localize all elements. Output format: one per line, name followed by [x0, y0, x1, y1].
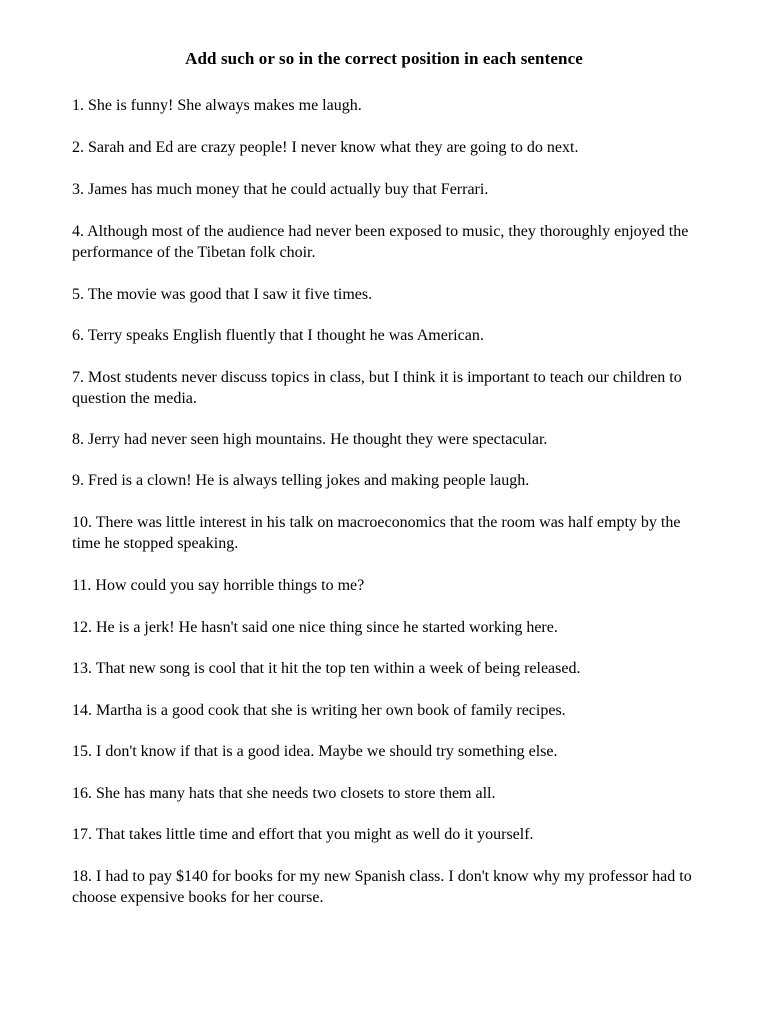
exercise-item-15: 15. I don't know if that is a good idea. Maybe we should try something else.: [72, 743, 558, 760]
exercise-item-18: 18. I had to pay $140 for books for my new Spanish class. I don't know why my professor had to choose expensive books for her course.: [72, 868, 692, 906]
exercise-item-9: 9. Fred is a clown! He is always telling jokes and making people laugh.: [72, 472, 530, 489]
exercise-item-6: 6. Terry speaks English fluently that I thought he was American.: [72, 327, 484, 344]
exercise-item-2: 2. Sarah and Ed are crazy people! I never know what they are going to do next.: [72, 139, 579, 156]
exercise-item-5: 5. The movie was good that I saw it five times.: [72, 286, 373, 303]
exercise-item-4: 4. Although most of the audience had never been exposed to music, they thoroughly enjoyed the performance of the Tibetan folk choir.: [72, 223, 689, 261]
exercise-item-12: 12. He is a jerk! He hasn't said one nice thing since he started working here.: [72, 619, 558, 636]
exercise-item-13: 13. That new song is cool that it hit the top ten within a week of being released.: [72, 660, 581, 677]
worksheet-title: Add such or so in the correct position in each sentence: [185, 49, 583, 68]
exercise-item-16: 16. She has many hats that she needs two closets to store them all.: [72, 785, 496, 802]
exercise-item-3: 3. James has much money that he could actually buy that Ferrari.: [72, 181, 489, 198]
exercise-item-11: 11. How could you say horrible things to me?: [72, 577, 365, 594]
exercise-item-17: 17. That takes little time and effort that you might as well do it yourself.: [72, 826, 534, 843]
exercise-item-10: 10. There was little interest in his talk on macroeconomics that the room was half empty by the time he stopped speaking.: [72, 514, 681, 552]
exercise-item-1: 1. She is funny! She always makes me laugh.: [72, 97, 362, 114]
exercise-item-14: 14. Martha is a good cook that she is writing her own book of family recipes.: [72, 702, 566, 719]
exercise-item-7: 7. Most students never discuss topics in class, but I think it is important to teach our children to question the media.: [72, 369, 682, 407]
exercise-item-8: 8. Jerry had never seen high mountains. He thought they were spectacular.: [72, 431, 548, 448]
